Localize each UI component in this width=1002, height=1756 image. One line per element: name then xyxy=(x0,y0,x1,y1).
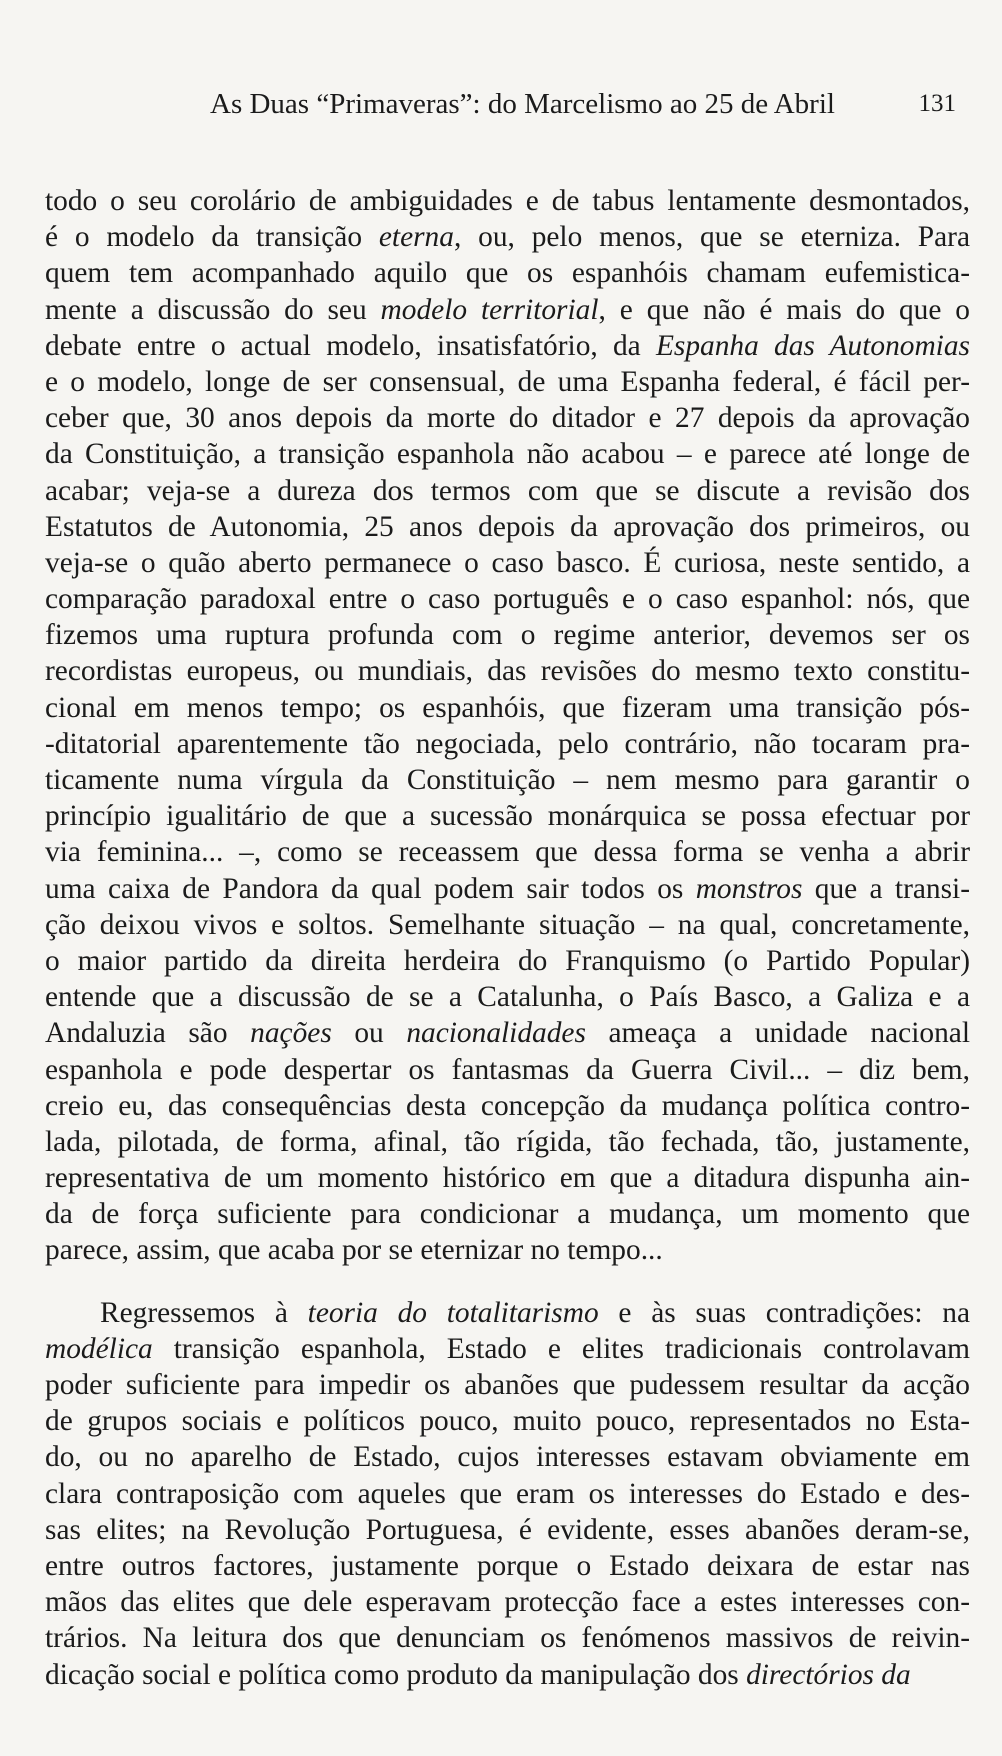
text-line xyxy=(45,1052,970,1088)
text-line xyxy=(45,219,970,255)
text-run: , ou, pelo menos, que se eterniza. Para xyxy=(453,221,970,254)
text-run: veja-se o quão aberto permanece o caso basco. É curiosa, neste sentido, a xyxy=(45,546,970,579)
text-run: o maior partido da direita herdeira do Franquismo (o Partido Popular) xyxy=(45,944,970,977)
text-line xyxy=(45,1124,970,1160)
text-run: entre outros factores, justamente porque o Estado deixara de estar nas xyxy=(45,1549,970,1582)
text-run: lada, pilotada, de forma, afinal, tão rígida, tão fechada, tão, justamente, xyxy=(45,1125,970,1158)
text-run: é o modelo da transição xyxy=(45,221,379,254)
paragraph-gap xyxy=(45,1269,970,1295)
italic-text: eterna xyxy=(378,221,454,254)
text-line xyxy=(45,328,970,364)
text-run: que a transi- xyxy=(802,872,971,905)
text-line xyxy=(45,364,970,400)
text-run: ção deixou vivos e soltos. Semelhante situação – na qual, concretamente, xyxy=(45,908,970,941)
text-run: creio eu, das consequências desta concepção da mudança política contro- xyxy=(45,1089,970,1122)
text-run: ameaça a unidade nacional xyxy=(585,1017,970,1050)
text-run: representativa de um momento histórico em que a ditadura dispunha ain- xyxy=(45,1162,970,1195)
text-run: da Constituição, a transição espanhola não acabou – e parece até longe de xyxy=(45,438,970,471)
text-run: do, ou no aparelho de Estado, cujos interesses estavam obviamente em xyxy=(45,1441,970,1474)
italic-text: Espanha das Autonomias xyxy=(655,329,970,362)
paragraph xyxy=(45,1295,970,1693)
text-run: Estatutos de Autonomia, 25 anos depois da aprovação dos primeiros, ou xyxy=(45,510,970,543)
text-line xyxy=(45,436,970,472)
text-line xyxy=(45,653,970,689)
text-run: espanhola e pode despertar os fantasmas da Guerra Civil... – diz bem, xyxy=(45,1053,970,1086)
text-run: Regressemos à xyxy=(100,1296,308,1329)
text-line xyxy=(45,1476,970,1512)
italic-text: nacionalidades xyxy=(406,1017,586,1050)
text-run: uma caixa de Pandora da qual podem sair todos os xyxy=(45,872,696,905)
text-run: Andaluzia são xyxy=(45,1017,251,1050)
italic-text: directórios da xyxy=(746,1658,911,1691)
text-line xyxy=(45,1367,970,1403)
text-run: recordistas europeus, ou mundiais, das revisões do mesmo texto constitu- xyxy=(45,655,970,688)
text-run: sas elites; na Revolução Portuguesa, é evidente, esses abanões deram-se, xyxy=(45,1513,970,1546)
text-line xyxy=(45,1015,970,1051)
text-line xyxy=(45,545,970,581)
text-line xyxy=(45,1620,970,1656)
text-run: ticamente numa vírgula da Constituição – nem mesmo para garantir o xyxy=(45,764,970,796)
text-line xyxy=(45,1657,970,1693)
text-line xyxy=(45,834,970,870)
text-run: de grupos sociais e políticos pouco, muito pouco, representados no Esta- xyxy=(45,1405,970,1438)
italic-text: modelo territorial xyxy=(380,293,599,326)
text-line xyxy=(45,1439,970,1475)
running-head-title: As Duas “Primaveras”: do Marcelismo ao 25 de Abril xyxy=(210,88,835,120)
italic-text: modélica xyxy=(45,1332,153,1365)
text-run: quem tem acompanhado aquilo que os espanhóis chamam eufemistica- xyxy=(45,257,970,290)
text-line xyxy=(45,907,970,943)
text-run: trários. Na leitura dos que denunciam os fenómenos massivos de reivin- xyxy=(45,1622,970,1655)
italic-text: monstros xyxy=(695,872,803,905)
text-line xyxy=(45,1295,970,1331)
text-run: , e que não é mais do que o xyxy=(598,293,970,326)
text-run: e o modelo, longe de ser consensual, de uma Espanha federal, é fácil per- xyxy=(45,365,970,398)
text-run: mente a discussão do seu xyxy=(45,293,381,326)
text-run: clara contraposição com aqueles que eram os interesses do Estado e des- xyxy=(45,1477,970,1510)
text-line xyxy=(45,509,970,545)
body-text xyxy=(45,183,970,1693)
text-line xyxy=(45,762,970,798)
text-run: dicação social e política como produto da manipulação dos xyxy=(45,1658,747,1691)
text-line xyxy=(45,1548,970,1584)
text-run: poder suficiente para impedir os abanões que pudessem resultar da acção xyxy=(45,1369,970,1401)
text-line xyxy=(45,473,970,509)
text-line xyxy=(45,979,970,1015)
text-run: todo o seu corolário de ambiguidades e de tabus lentamente desmontados, xyxy=(45,185,970,217)
text-run: princípio igualitário de que a sucessão monárquica se possa efectuar por xyxy=(45,800,970,833)
text-run: acabar; veja-se a dureza dos termos com que se discute a revisão dos xyxy=(45,474,970,507)
text-run: debate entre o actual modelo, insatisfatório, da xyxy=(45,329,656,362)
text-line xyxy=(45,617,970,653)
text-run: e às suas contradições: na xyxy=(598,1296,970,1329)
text-line xyxy=(45,726,970,762)
text-run: via feminina... –, como se receassem que dessa forma se venha a abrir xyxy=(45,836,970,869)
text-line xyxy=(45,690,970,726)
paragraph xyxy=(45,183,970,1269)
text-run: transição espanhola, Estado e elites tradicionais controlavam xyxy=(152,1332,970,1365)
text-run: parece, assim, que acaba por se eternizar no tempo... xyxy=(45,1234,663,1267)
text-line xyxy=(45,798,970,834)
running-header xyxy=(210,84,956,124)
text-line xyxy=(45,1232,970,1268)
text-run: comparação paradoxal entre o caso português e o caso espanhol: nós, que xyxy=(45,583,970,616)
text-run: fizemos uma ruptura profunda com o regime anterior, devemos ser os xyxy=(45,619,970,652)
page-number: 131 xyxy=(918,90,956,117)
text-run: cional em menos tempo; os espanhóis, que fizeram uma transição pós- xyxy=(45,691,970,724)
text-run: ceber que, 30 anos depois da morte do ditador e 27 depois da aprovação xyxy=(45,402,970,435)
text-run: -ditatorial aparentemente tão negociada, pelo contrário, não tocaram pra- xyxy=(45,727,970,760)
text-line xyxy=(45,1403,970,1439)
text-run: ou xyxy=(331,1017,407,1050)
text-line xyxy=(45,871,970,907)
text-line xyxy=(45,1160,970,1196)
text-run: mãos das elites que dele esperavam protecção face a estes interesses con- xyxy=(45,1586,970,1619)
text-line xyxy=(45,1196,970,1232)
text-line xyxy=(45,1512,970,1548)
text-line xyxy=(45,1584,970,1620)
text-line xyxy=(45,943,970,979)
text-line xyxy=(45,581,970,617)
text-line xyxy=(45,292,970,328)
text-line xyxy=(45,183,970,219)
italic-text: nações xyxy=(250,1017,332,1050)
text-line xyxy=(45,1331,970,1367)
italic-text: teoria do totalitarismo xyxy=(307,1296,599,1329)
text-line xyxy=(45,1088,970,1124)
text-run: entende que a discussão de se a Catalunha, o País Basco, a Galiza e a xyxy=(45,981,970,1014)
text-line xyxy=(45,255,970,291)
text-run: da de força suficiente para condicionar a mudança, um momento que xyxy=(45,1198,970,1231)
text-line xyxy=(45,400,970,436)
